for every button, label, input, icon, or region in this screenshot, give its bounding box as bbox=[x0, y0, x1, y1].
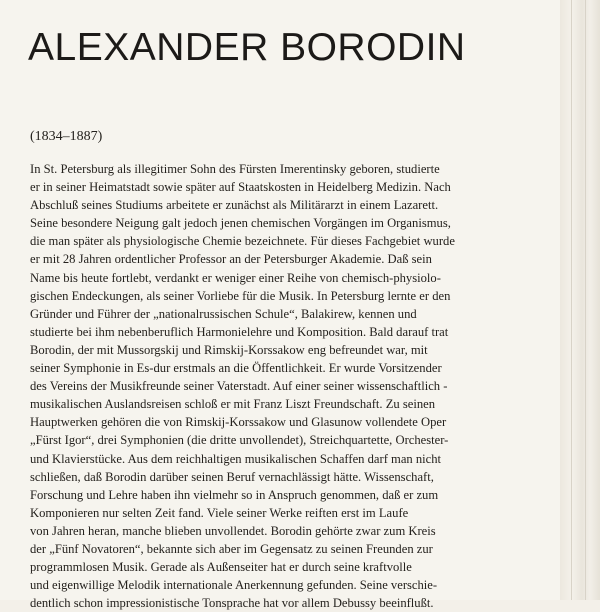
biography-line: Seine besondere Neigung galt jedoch jenen chemischen Vorgängen im Organismus, bbox=[30, 216, 451, 231]
sleeve-edge-line bbox=[571, 0, 572, 600]
biography-line: er mit 28 Jahren ordentlicher Professor an der Petersburger Akademie. Daß sein bbox=[30, 252, 432, 267]
biography-line: Hauptwerken gehören die von Rimskij-Korssakow und Glasunow vollendete Oper bbox=[30, 415, 447, 430]
biography-line: „Fürst Igor“, drei Symphonien (die dritte unvollendet), Streichquartette, Orchester- bbox=[30, 433, 449, 448]
biography-line: gischen Endeckungen, als seiner Vorliebe für die Musik. In Petersburg lernte er den bbox=[30, 288, 451, 303]
biography-line: Gründer und Führer der „nationalrussischen Schule“, Balakirew, kennen und bbox=[30, 306, 417, 321]
biography-line: der „Fünf Novatoren“, bekannte sich aber im Gegensatz zu seinen Freunden zur bbox=[30, 541, 433, 556]
biography-line: und Klavierstücke. Aus dem reichhaltigen musikalischen Schaffen darf man nicht bbox=[30, 451, 442, 466]
biography-line: von Jahren heran, manche blieben unvollendet. Borodin gehörte zwar zum Kreis bbox=[30, 523, 436, 538]
biography-line: des Vereins der Musikfreunde seiner Vaterstadt. Auf einer seiner wissenschaftlich - bbox=[30, 379, 448, 394]
biography-line: programmlosen Musik. Gerade als Außenseiter hat er durch seine kraftvolle bbox=[30, 560, 412, 575]
biography-line: Forschung und Lehre haben ihn vielmehr so in Anspruch genommen, daß er zum bbox=[30, 487, 439, 502]
biography-line: schließen, daß Borodin darüber seinen Beruf vernachlässigt hätte. Wissenschaft, bbox=[30, 469, 434, 484]
biography-line: studierte bei ihm nebenberuflich Harmonielehre und Komposition. Bald darauf trat bbox=[30, 324, 449, 339]
life-dates: (1834–1887) bbox=[30, 129, 103, 144]
biography-line: die man später als physiologische Chemie bezeichnete. Für dieses Fachgebiet wurde bbox=[30, 234, 455, 249]
biography-line: In St. Petersburg als illegitimer Sohn des Fürsten Imerentinsky geboren, studierte bbox=[30, 162, 440, 176]
biography-line: Komponieren nur selten Zeit fand. Viele seiner Werke reiften erst im Laufe bbox=[30, 505, 409, 520]
biography-line: Borodin, der mit Mussorgskij und Rimskij-Korssakow eng befreundet war, mit bbox=[30, 342, 428, 357]
biography-line: er in seiner Heimatstadt sowie später auf Staatskosten in Heidelberg Medizin. Nach bbox=[30, 180, 451, 195]
page-title: ALEXANDER BORODIN bbox=[28, 26, 466, 69]
biography-line: Abschluß seines Studiums arbeitete er zunächst als Militärarzt in einem Lazarett. bbox=[30, 198, 439, 213]
biography-line: seiner Symphonie in Es-dur erstmals an die Öffentlichkeit. Er wurde Vorsitzender bbox=[30, 361, 442, 376]
biography-line: dentlich schon impressionistische Tonsprache hat vor allem Debussy beeinflußt. bbox=[30, 596, 434, 611]
biography-line: Name bis heute fortlebt, verdankt er weniger einer Reihe von chemisch-physiolo- bbox=[30, 270, 441, 285]
sleeve-edge-line bbox=[585, 0, 586, 600]
biography-line: musikalischen Auslandsreisen schloß er mit Franz Liszt Freundschaft. Zu seinen bbox=[30, 397, 436, 412]
biography-line: und eigenwillige Melodik internationale Anerkennung gefunden. Seine verschie- bbox=[30, 578, 438, 593]
biography-text bbox=[30, 160, 570, 612]
